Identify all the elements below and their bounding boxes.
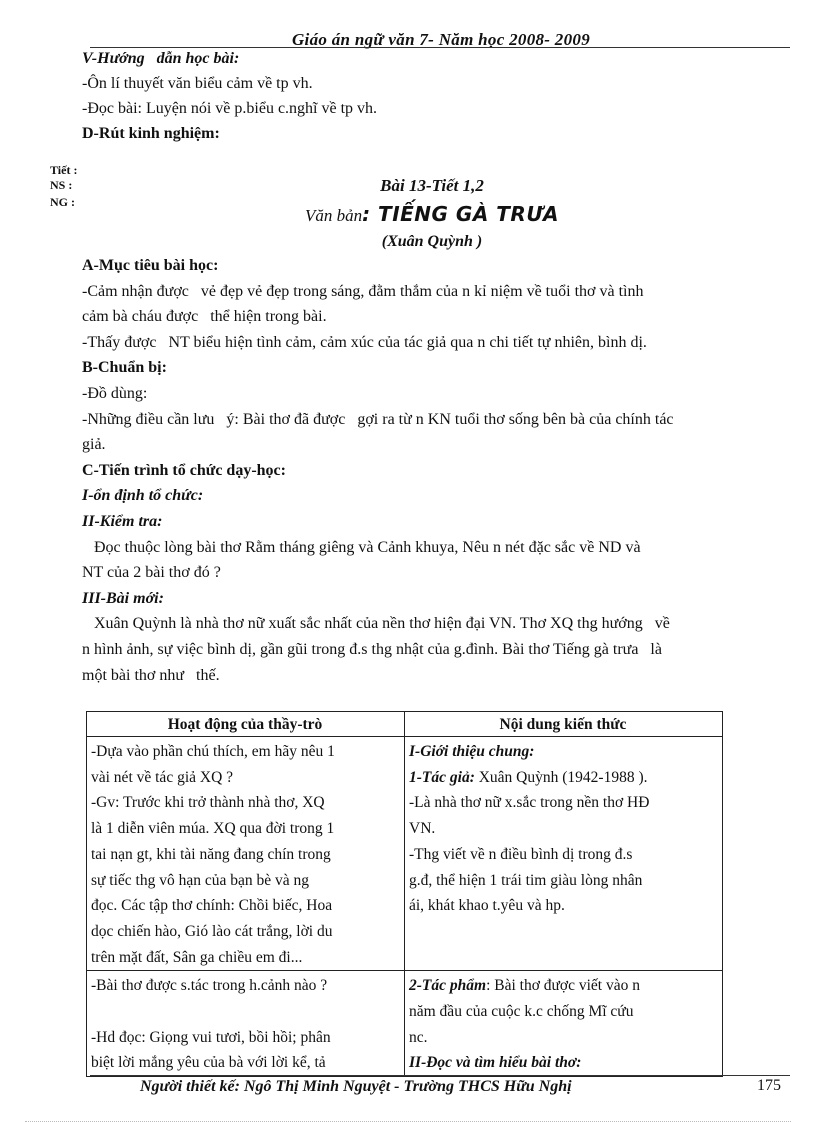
cell-line: -Thg viết về n điều bình dị trong đ.s (409, 845, 633, 863)
cell-line: VN. (409, 820, 436, 838)
table-cell-right (405, 971, 723, 1077)
text-line: Đọc thuộc lòng bài thơ Rằm tháng giêng và Cảnh khuya, Nêu n nét đặc sắc về ND và (82, 538, 641, 556)
cell-line: vài nét về tác giả XQ ? (91, 768, 234, 786)
author-label: 1-Tác giả: (409, 768, 475, 786)
text-line: D-Rút kinh nghiệm: (82, 125, 220, 142)
work-text: : Bài thơ được viết vào n (486, 977, 640, 995)
cell-line: -Là nhà thơ nữ x.sắc trong nền thơ HĐ (409, 794, 650, 812)
cell-line: dọc chiến hào, Gió lào cát trắng, lời du (91, 922, 333, 940)
work-line (409, 973, 717, 999)
text-line: -Đồ dùng: (82, 385, 148, 402)
cell-line: tai nạn gt, khi tài năng đang chín trong (91, 845, 331, 863)
text-line: -Đọc bài: Luyện nói về p.biểu c.nghĩ về tp vh. (82, 100, 378, 117)
table-header-activities: Hoạt động của thầy-trò (87, 712, 405, 737)
page-footer: Người thiết kế: Ngô Thị Minh Nguyệt - Trường THCS Hữu Nghị (140, 1078, 572, 1095)
table-row (87, 737, 723, 971)
lesson-title-prefix: Văn bản (304, 206, 363, 225)
text-line: V-Hướng dẫn học bài: (82, 50, 240, 67)
side-label-ns: NS : (50, 178, 73, 192)
text-line: -Ôn lí thuyết văn biểu cảm về tp vh. (82, 75, 313, 92)
text-line: C-Tiến trình tổ chức dạy-học: (82, 461, 286, 479)
cell-line: là 1 diễn viên múa. XQ qua đời trong 1 (91, 820, 335, 838)
table-cell-right (405, 737, 723, 971)
cell-line: g.đ, thể hiện 1 trái tim giàu lòng nhân (409, 871, 643, 889)
cell-line: nc. (409, 1028, 428, 1046)
text-line: A-Mục tiêu bài học: (82, 257, 219, 274)
text-line: -Cảm nhận được vẻ đẹp vẻ đẹp trong sáng, đằm thắm của n kỉ niệm về tuổi thơ và tình (82, 282, 644, 300)
text-line: n hình ảnh, sự việc bình dị, gần gũi trong đ.s thg nhật của g.đình. Bài thơ Tiếng gà trưa là (82, 641, 662, 658)
text-line: cảm bà cháu được thể hiện trong bài. (82, 308, 327, 326)
author-line (409, 765, 717, 791)
cell-line: -Gv: Trước khi trở thành nhà thơ, XQ (91, 794, 325, 812)
header-rule (90, 47, 790, 48)
text-line: giả. (82, 436, 106, 454)
section-heading: II-Đọc và tìm hiểu bài thơ: (409, 1054, 582, 1072)
table-row (87, 971, 723, 1077)
cell-line: trên mặt đất, Sân ga chiều em đi... (91, 948, 303, 966)
author-text: Xuân Quỳnh (1942-1988 ). (474, 768, 648, 786)
cell-line: ái, khát khao t.yêu và hp. (409, 897, 565, 915)
text-line: III-Bài mới: (82, 589, 164, 607)
footer-rule (90, 1075, 790, 1076)
cell-line: biệt lời mắng yêu của bà với lời kể, tả (91, 1054, 326, 1072)
lesson-number: Bài 13-Tiết 1,2 (380, 176, 484, 195)
cell-line: -Dựa vào phần chú thích, em hãy nêu 1 (91, 743, 335, 760)
text-line: -Thấy được NT biểu hiện tình cảm, cảm xúc của tác giả qua n chi tiết tự nhiên, bình dị. (82, 333, 647, 351)
page-header: Giáo án ngữ văn 7- Năm học 2008- 2009 (291, 30, 591, 49)
cell-line: sự tiếc thg vô hạn của bạn bè và ng (91, 871, 310, 889)
text-line: I-ổn định tổ chức: (82, 487, 204, 505)
side-label-tiet: Tiết : (50, 163, 78, 177)
section-heading: I-Giới thiệu chung: (409, 743, 535, 760)
table-cell-left (87, 971, 405, 1077)
text-line: Xuân Quỳnh là nhà thơ nữ xuất sắc nhất của nền thơ hiện đại VN. Thơ XQ thg hướng về (82, 615, 670, 633)
lesson-title-line (82, 202, 782, 226)
table-header-content: Nội dung kiến thức (405, 712, 723, 737)
lesson-author: (Xuân Quỳnh ) (381, 233, 483, 250)
cell-line: đọc. Các tập thơ chính: Chồi biếc, Hoa (91, 897, 333, 915)
text-line: II-Kiểm tra: (82, 513, 163, 530)
lesson-title: : TIẾNG GÀ TRƯA (362, 202, 560, 226)
lesson-plan-table (86, 711, 723, 1077)
text-line: B-Chuẩn bị: (82, 359, 167, 377)
text-line: -Những điều cần lưu ý: Bài thơ đã được gợi ra từ n KN tuổi thơ sống bên bà của chính tác (82, 410, 674, 428)
side-label-ng: NG : (50, 195, 75, 209)
cell-line: -Bài thơ được s.tác trong h.cảnh nào ? (91, 977, 328, 995)
work-label: 2-Tác phẩm (409, 977, 487, 995)
page-number: 175 (757, 1077, 781, 1094)
table-header-row (87, 712, 723, 737)
cell-line-blank (91, 999, 399, 1025)
cell-line: -Hd đọc: Giọng vui tươi, bồi hồi; phân (91, 1028, 331, 1046)
text-line: NT của 2 bài thơ đó ? (82, 564, 221, 582)
table-cell-left (87, 737, 405, 971)
page-edge (25, 1121, 791, 1122)
cell-line: năm đầu của cuộc k.c chống Mĩ cứu (409, 1003, 634, 1021)
text-line: một bài thơ như thế. (82, 666, 220, 684)
